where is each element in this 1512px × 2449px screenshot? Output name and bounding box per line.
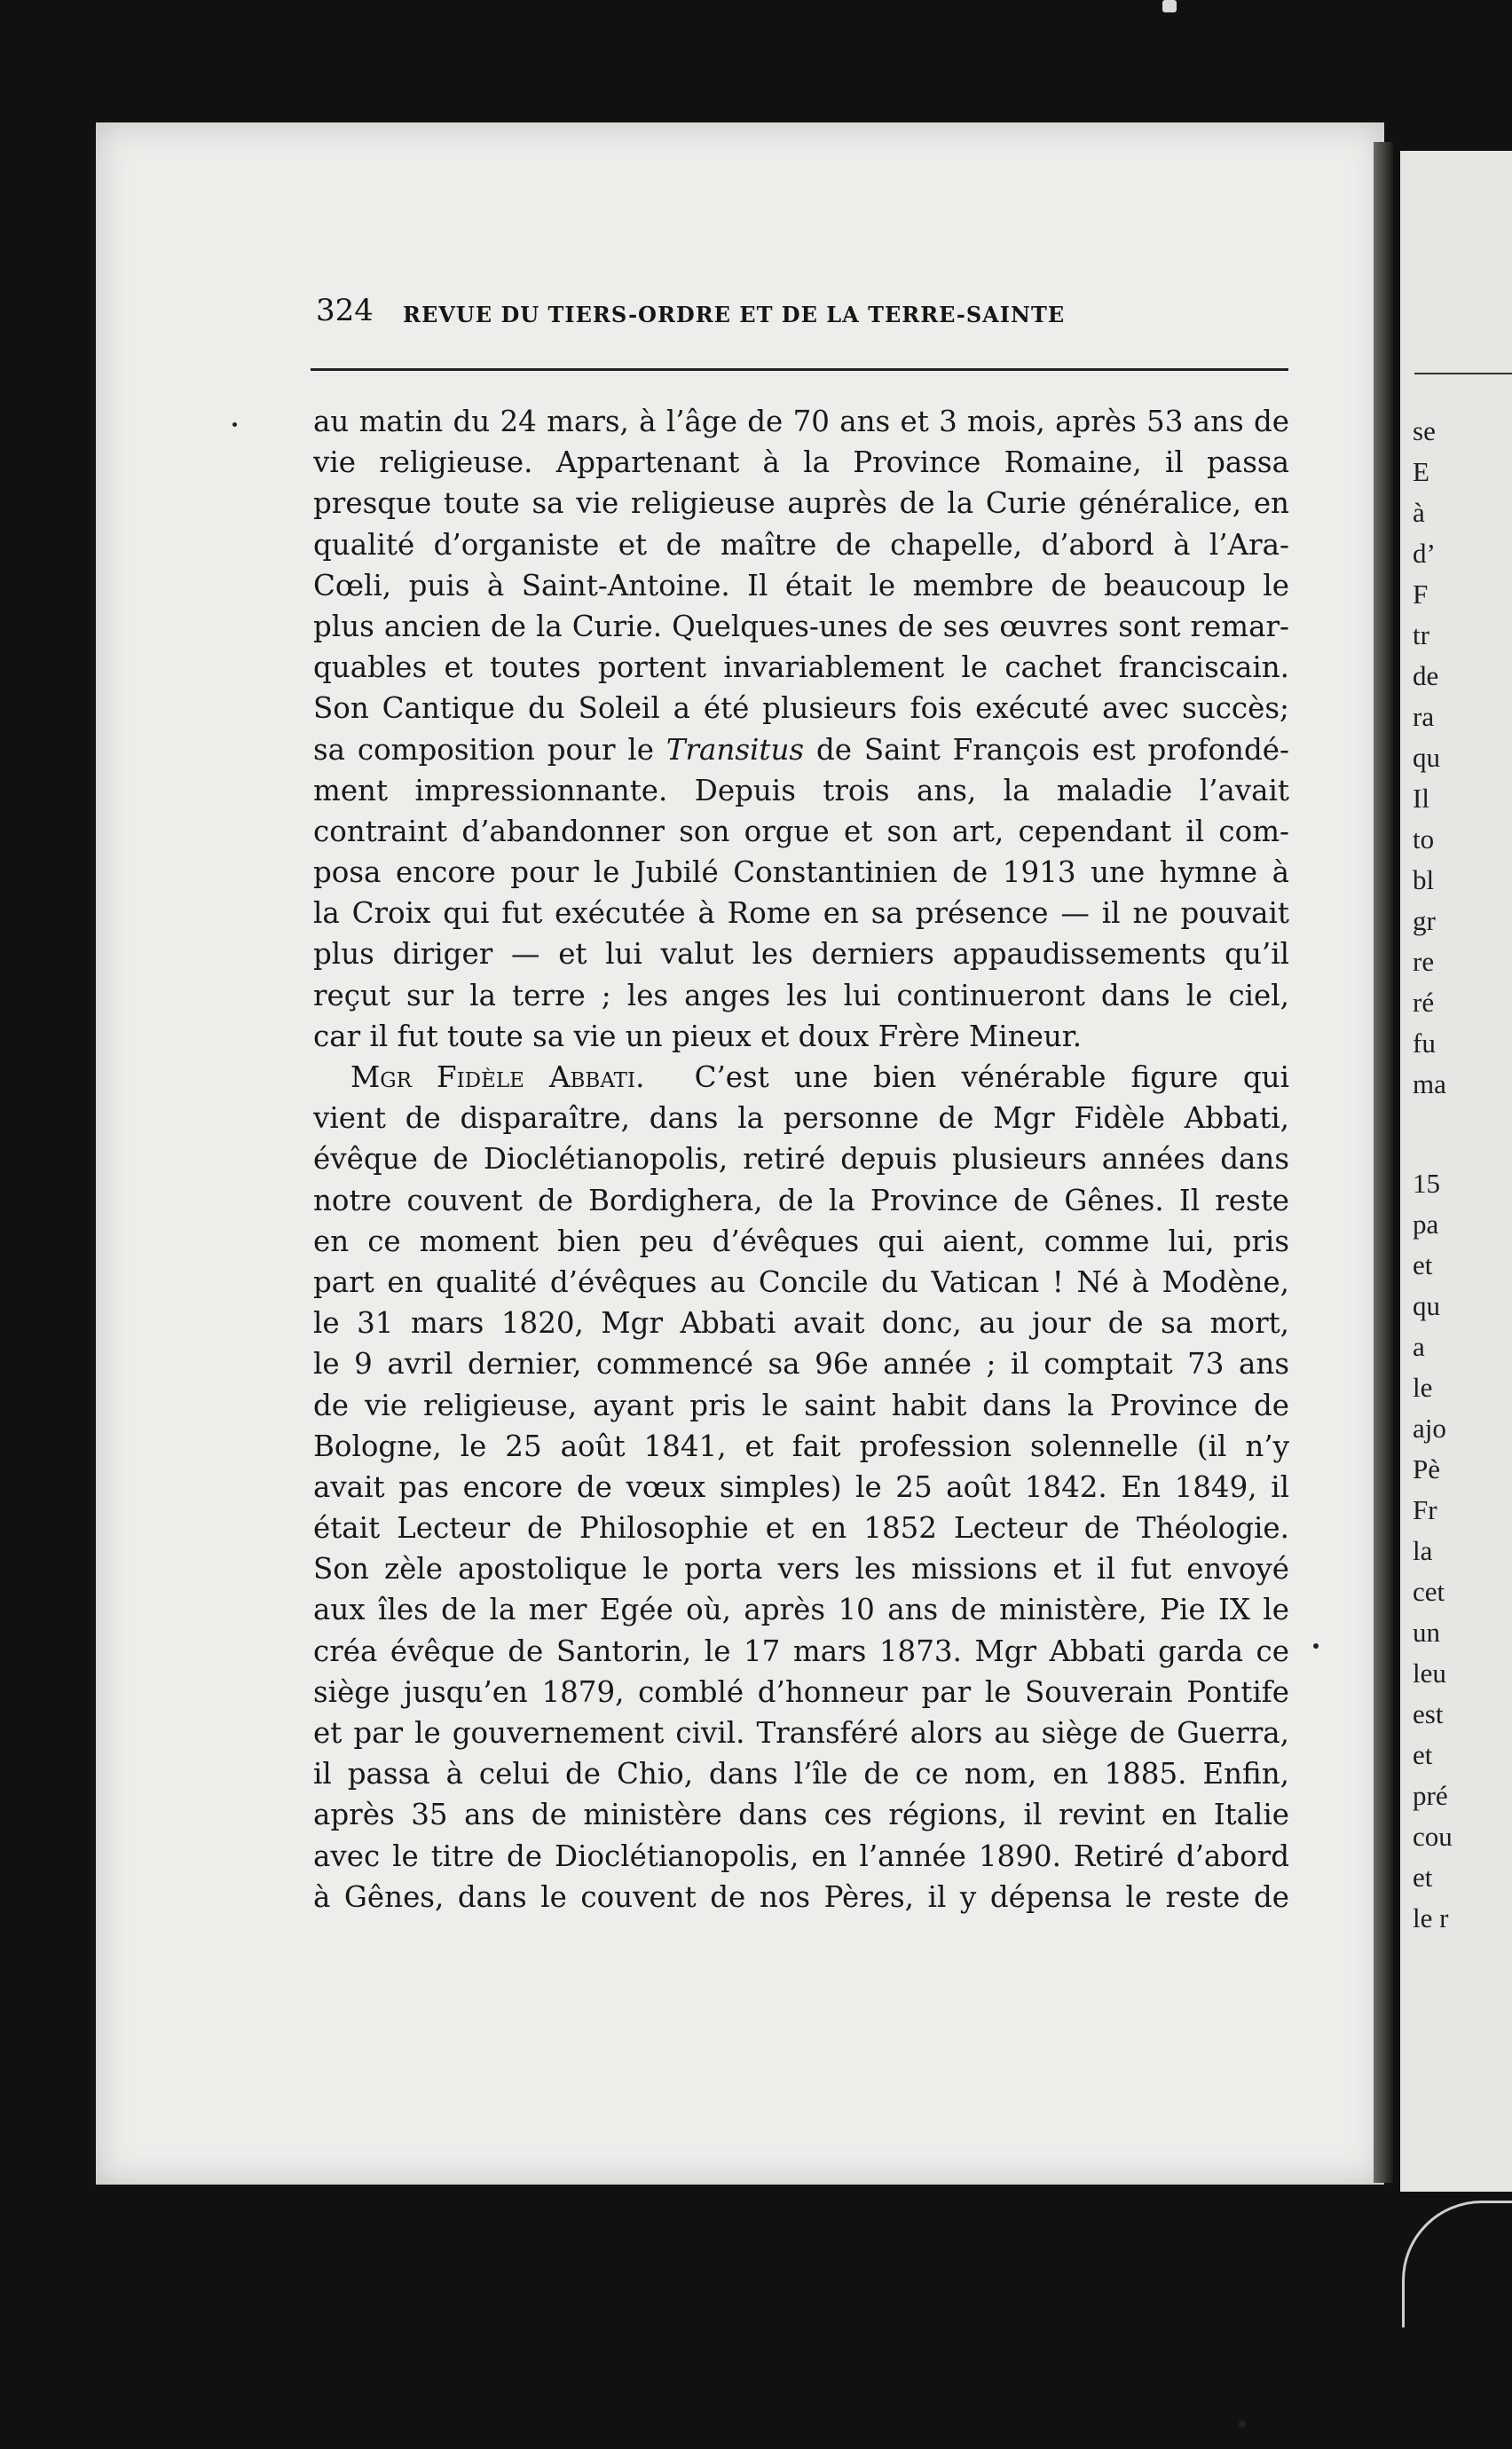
facing-page-fragment: d’ — [1413, 538, 1436, 569]
text-segment: C’est une bien vénérable figure qui — [694, 1060, 1289, 1094]
facing-page-fragment: le — [1413, 1372, 1433, 1403]
film-mark — [1162, 0, 1177, 12]
text-line: en ce moment bien peu d’évêques qui aient, comme lui, pris — [313, 1224, 1289, 1258]
facing-page-fragment: de — [1413, 660, 1439, 691]
text-line: reçut sur la terre ; les anges les lui continueront dans le ciel, — [313, 978, 1289, 1012]
dust-speck — [232, 422, 237, 427]
facing-page-fragment: et — [1413, 1739, 1433, 1770]
text-line: plus diriger — et lui valut les derniers appaudissements qu’il — [313, 937, 1289, 972]
text-line: car il fut toute sa vie un pieux et doux Frère Mineur. — [313, 1019, 1083, 1053]
facing-page-fragment: a — [1413, 1331, 1425, 1362]
text-line: vie religieuse. Appartenant à la Province Romaine, il passa — [313, 445, 1289, 480]
page-header — [316, 293, 1292, 335]
text-line: plus ancien de la Curie. Quelques-unes de ses œuvres sont remar- — [313, 609, 1289, 643]
facing-page — [1400, 151, 1512, 2192]
text-segment: sa composition pour le — [313, 732, 654, 767]
facing-page-fragment: leu — [1413, 1658, 1446, 1689]
text-line: évêque de Dioclétianopolis, retiré depuis plusieurs années dans — [313, 1142, 1289, 1177]
facing-page-fragment: Fr — [1413, 1494, 1437, 1525]
facing-page-fragment: un — [1413, 1617, 1440, 1648]
text-line: après 35 ans de ministère dans ces régions, il revint en Italie — [313, 1798, 1289, 1832]
text-line: était Lecteur de Philosophie et en 1852 Lecteur de Théologie. — [313, 1511, 1289, 1546]
text-line: de vie religieuse, ayant pris le saint habit dans la Province de — [313, 1388, 1289, 1422]
text-line: quables et toutes portent invariablement le cachet franciscain. — [313, 650, 1289, 685]
header-rule — [311, 368, 1288, 371]
facing-page-fragment: ajo — [1413, 1413, 1446, 1444]
facing-page-fragment: Pè — [1413, 1453, 1440, 1484]
text-line: presque toute sa vie religieuse auprès de la Curie généralice, en — [313, 486, 1289, 521]
facing-page-fragment: ra — [1413, 701, 1435, 732]
facing-page-fragment: ré — [1413, 987, 1435, 1018]
text-line: il passa à celui de Chio, dans l’île de ce nom, en 1885. Enfin, — [313, 1757, 1289, 1791]
text-line: Bologne, le 25 août 1841, et fait profession solennelle (il n’y — [313, 1429, 1289, 1463]
facing-page-fragment: qu — [1413, 1290, 1440, 1321]
text-line: la Croix qui fut exécutée à Rome en sa présence — il ne pouvait — [313, 896, 1289, 931]
facing-page-fragment: to — [1413, 823, 1435, 854]
facing-page-fragment: fu — [1413, 1028, 1436, 1059]
facing-page-fragment: et — [1413, 1249, 1433, 1280]
facing-page-fragment: pré — [1413, 1780, 1448, 1811]
text-line: Son Cantique du Soleil a été plusieurs fois exécuté avec succès; — [313, 691, 1289, 726]
text-line: aux îles de la mer Egée où, après 10 ans de ministère, Pie IX le — [313, 1593, 1289, 1627]
text-line: avait pas encore de vœux simples) le 25 août 1842. En 1849, il — [313, 1469, 1289, 1504]
text-line: au matin du 24 mars, à l’âge de 70 ans et 3 mois, après 53 ans de — [313, 405, 1289, 438]
facing-page-fragment: tr — [1413, 619, 1429, 650]
text-line: le 9 avril dernier, commencé sa 96e année ; il comptait 73 ans — [313, 1347, 1289, 1382]
facing-page-fragment: cou — [1413, 1821, 1453, 1852]
facing-page-fragment: cet — [1413, 1576, 1445, 1607]
facing-page-fragment: bl — [1413, 864, 1435, 895]
text-line: à Gênes, dans le couvent de nos Pères, il y dépensa le reste de — [313, 1879, 1289, 1914]
text-line: siège jusqu’en 1879, comblé d’honneur par le Souverain Pontife — [313, 1674, 1289, 1709]
facing-page-fragment: à — [1413, 497, 1425, 528]
facing-page-fragment: gr — [1413, 905, 1436, 936]
facing-page-fragment: ma — [1413, 1068, 1446, 1099]
facing-page-fragment: qu — [1413, 742, 1440, 773]
dust-speck — [1313, 1643, 1319, 1649]
text-line: et par le gouvernement civil. Transféré alors au siège de Guerra, — [313, 1716, 1289, 1750]
text-line: Son zèle apostolique le porta vers les missions et il fut envoyé — [313, 1552, 1289, 1587]
facing-page-fragment: se — [1413, 415, 1436, 446]
facing-page-fragment: et — [1413, 1862, 1433, 1893]
section-heading: Mgr Fidèle Abbati. — [350, 1060, 645, 1094]
facing-page-fragment: F — [1413, 579, 1429, 610]
section-heading-line — [313, 1057, 1289, 1098]
facing-page-fragment: Il — [1413, 783, 1429, 814]
dust-speck — [1239, 2421, 1246, 2428]
facing-page-fragment: E — [1413, 456, 1429, 487]
facing-page-fragment: pa — [1413, 1209, 1439, 1240]
text-line: part en qualité d’évêques au Concile du Vatican ! Né à Modène, — [313, 1264, 1289, 1299]
facing-page-fragment: re — [1413, 946, 1435, 977]
text-line: Cœli, puis à Saint-Antoine. Il était le membre de beaucoup le — [313, 568, 1289, 602]
page-number: 324 — [316, 293, 374, 328]
facing-page-fragment: la — [1413, 1535, 1433, 1566]
text-line: contraint d’abandonner son orgue et son art, cependant il com- — [313, 814, 1289, 848]
text-line: le 31 mars 1820, Mgr Abbati avait donc, au jour de sa mort, — [313, 1306, 1289, 1341]
gutter-shadow — [1374, 142, 1393, 2183]
text-line: avec le titre de Dioclétianopolis, en l’année 1890. Retiré d’abord — [313, 1839, 1289, 1873]
running-head: REVUE DU TIERS-ORDRE ET DE LA TERRE-SAINTE — [403, 302, 1066, 327]
text-line: vient de disparaître, dans la personne de Mgr Fidèle Abbati, — [313, 1101, 1289, 1136]
text-line: ment impressionnante. Depuis trois ans, la maladie l’avait — [313, 773, 1289, 807]
body-text — [313, 401, 1289, 1917]
facing-page-fragment: est — [1413, 1698, 1444, 1729]
facing-page-rule — [1414, 373, 1512, 374]
facing-page-fragment: 15 — [1413, 1168, 1440, 1199]
text-line: posa encore pour le Jubilé Constantinien de 1913 une hymne à — [313, 855, 1289, 890]
facing-page-fragment: le r — [1413, 1902, 1449, 1933]
text-line: créa évêque de Santorin, le 17 mars 1873. Mgr Abbati garda ce — [313, 1634, 1289, 1668]
italic-title: Transitus — [665, 732, 805, 767]
text-line: notre couvent de Bordighera, de la Province de Gênes. Il reste — [313, 1183, 1289, 1217]
page-curl — [1402, 2201, 1512, 2327]
text-segment: de Saint François est profondé- — [815, 732, 1289, 767]
text-line-with-italic — [313, 729, 1289, 770]
text-line: qualité d’organiste et de maître de chapelle, d’abord à l’Ara- — [313, 527, 1289, 562]
